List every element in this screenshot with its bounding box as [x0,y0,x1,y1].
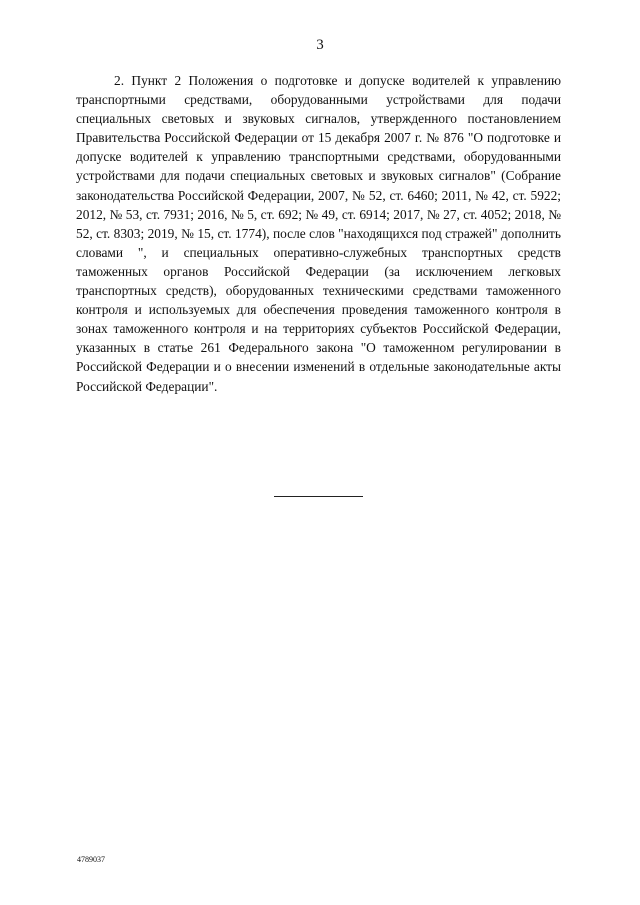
end-separator-line [274,496,363,497]
document-code: 4789037 [77,855,105,864]
page-number: 3 [316,37,324,53]
amendment-paragraph: 2. Пункт 2 Положения о подготовке и допуске водителей к управлению транспортными средствами, оборудованными устройствами для подачи специальных световых и звуковых сигналов, утвержденного постановлением Правительства Российской Федерации от 15 декабря 2007 г. № 876 "О подготовке и допуске водителей к управлению транспортными средствами, оборудованными устройствами для подачи специальных световых и звуковых сигналов" (Собрание законодательства Российской Федерации, 2007, № 52, ст. 6460; 2011, № 42, ст. 5922; 2012, № 53, ст. 7931; 2016, № 5, ст. 692; № 49, ст. 6914; 2017, № 27, ст. 4052; 2018, № 52, ст. 8303; 2019, № 15, ст. 1774), после слов "находящихся под стражей" дополнить словами ", и специальных оперативно-служебных транспортных средств таможенных органов Российской Федерации (за исключением легковых транспортных средств), оборудованных техническими средствами таможенного контроля и используемых для обеспечения проведения таможенного контроля в зонах таможенного контроля и на территориях субъектов Российской Федерации, указанных в статье 261 Федерального закона "О таможенном регулировании в Российской Федерации и о внесении изменений в отдельные законодательные акты Российской Федерации". [76,73,561,394]
